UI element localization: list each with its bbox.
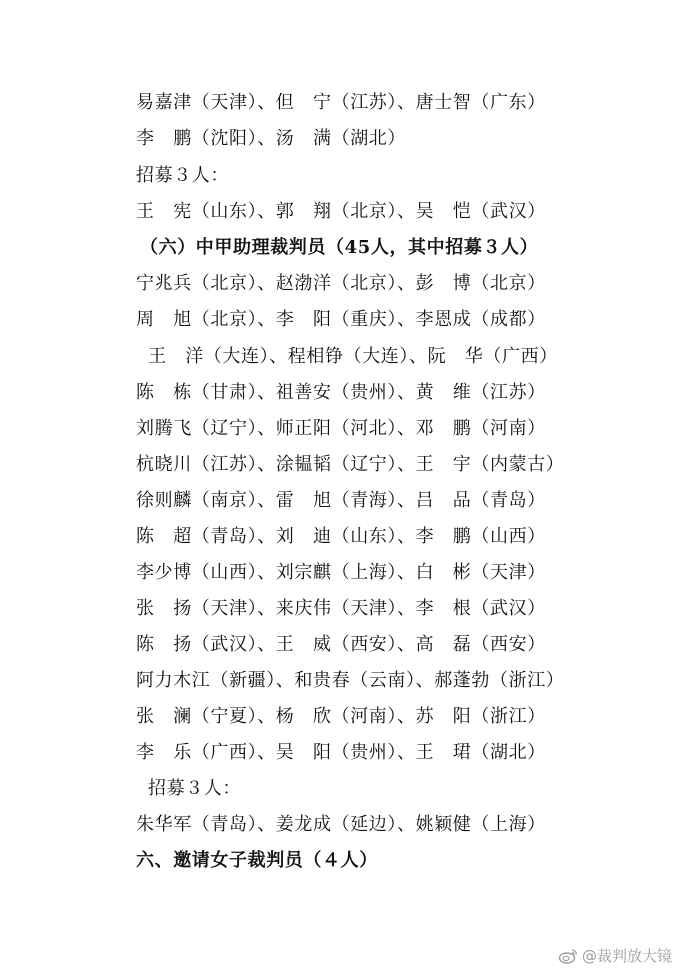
referee-list-line: 张 扬（天津）、来庆伟（天津）、李 根（武汉） bbox=[136, 598, 546, 619]
recruit-heading: 招募３人： bbox=[148, 778, 241, 799]
referee-list-line: 周 旭（北京）、李 阳（重庆）、李恩成（成都） bbox=[136, 309, 546, 330]
referee-list-line: 陈 栋（甘肃）、祖善安（贵州）、黄 维（江苏） bbox=[136, 382, 546, 403]
recruit-heading: 招募３人： bbox=[136, 165, 229, 186]
referee-list-line: 阿力木江（新疆）、和贵春（云南）、郝蓬勃（浙江） bbox=[136, 670, 565, 691]
referee-list-line: 易嘉津（天津）、但 宁（江苏）、唐士智（广东） bbox=[136, 92, 546, 113]
section-heading-china-league-one-assistant: （六）中甲助理裁判员（45人，其中招募３人） bbox=[140, 237, 539, 258]
referee-list-line: 李少博（山西）、刘宗麒（上海）、白 彬（天津） bbox=[136, 562, 546, 583]
referee-list-line: 李 鹏（沈阳）、汤 满（湖北） bbox=[136, 128, 406, 149]
referee-list-line: 朱华军（青岛）、姜龙成（延边）、姚颖健（上海） bbox=[136, 814, 546, 835]
referee-list-line: 宁兆兵（北京）、赵渤洋（北京）、彭 博（北京） bbox=[136, 273, 546, 294]
watermark-text: @裁判放大镜 bbox=[581, 947, 672, 965]
referee-list-line: 杭晓川（江苏）、涂韫韬（辽宁）、王 宇（内蒙古） bbox=[136, 454, 565, 475]
referee-list-line: 陈 扬（武汉）、王 威（西安）、高 磊（西安） bbox=[136, 634, 546, 655]
referee-list-line: 王 宪（山东）、郭 翔（北京）、吴 恺（武汉） bbox=[136, 201, 546, 222]
referee-list-line: 李 乐（广西）、吴 阳（贵州）、王 珺（湖北） bbox=[136, 742, 546, 763]
referee-list-line: 张 澜（宁夏）、杨 欣（河南）、苏 阳（浙江） bbox=[136, 706, 546, 727]
referee-list-line: 陈 超（青岛）、刘 迪（山东）、李 鹏（山西） bbox=[136, 526, 546, 547]
weibo-watermark bbox=[558, 945, 672, 966]
referee-list-line: 刘腾飞（辽宁）、师正阳（河北）、邓 鹏（河南） bbox=[136, 418, 546, 439]
referee-list-line: 王 洋（大连）、程相铮（大连）、阮 华（广西） bbox=[148, 346, 558, 367]
referee-list-line: 徐则麟（南京）、雷 旭（青海）、吕 品（青岛） bbox=[136, 490, 546, 511]
section-heading-invited-female-referees: 六、邀请女子裁判员（４人） bbox=[136, 850, 378, 871]
weibo-icon bbox=[558, 948, 578, 964]
